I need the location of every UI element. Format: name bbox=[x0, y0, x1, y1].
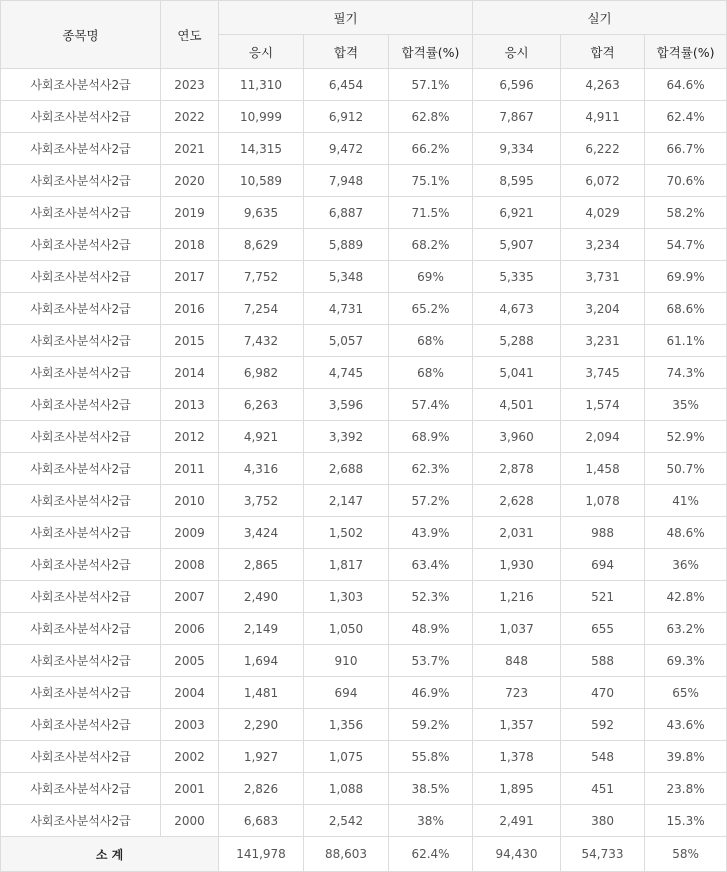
cell-practical-pass-rate: 43.6% bbox=[645, 709, 727, 741]
cell-year: 2007 bbox=[161, 581, 219, 613]
cell-practical-passed: 3,731 bbox=[561, 261, 645, 293]
cell-item-name: 사회조사분석사2급 bbox=[1, 677, 161, 709]
cell-practical-applicants: 1,037 bbox=[473, 613, 561, 645]
cell-written-applicants: 1,694 bbox=[219, 645, 304, 677]
table-row bbox=[1, 69, 727, 101]
col-header-practical-applicants: 응시 bbox=[473, 35, 561, 69]
cell-written-applicants: 4,316 bbox=[219, 453, 304, 485]
cell-written-applicants: 14,315 bbox=[219, 133, 304, 165]
cell-year: 2002 bbox=[161, 741, 219, 773]
cell-practical-pass-rate: 61.1% bbox=[645, 325, 727, 357]
cell-practical-pass-rate: 41% bbox=[645, 485, 727, 517]
cell-practical-applicants: 7,867 bbox=[473, 101, 561, 133]
cell-practical-pass-rate: 48.6% bbox=[645, 517, 727, 549]
table-row bbox=[1, 741, 727, 773]
table-row bbox=[1, 357, 727, 389]
cell-item-name: 사회조사분석사2급 bbox=[1, 453, 161, 485]
table-row bbox=[1, 549, 727, 581]
total-practical-applicants: 94,430 bbox=[473, 837, 561, 872]
cell-written-applicants: 6,683 bbox=[219, 805, 304, 837]
table-row bbox=[1, 517, 727, 549]
cell-written-pass-rate: 69% bbox=[389, 261, 473, 293]
cell-written-applicants: 7,752 bbox=[219, 261, 304, 293]
cell-written-pass-rate: 62.3% bbox=[389, 453, 473, 485]
cell-year: 2022 bbox=[161, 101, 219, 133]
cell-practical-applicants: 2,878 bbox=[473, 453, 561, 485]
cell-written-passed: 1,303 bbox=[304, 581, 389, 613]
cell-written-pass-rate: 71.5% bbox=[389, 197, 473, 229]
cell-written-applicants: 2,490 bbox=[219, 581, 304, 613]
cell-practical-applicants: 6,921 bbox=[473, 197, 561, 229]
cell-written-applicants: 3,752 bbox=[219, 485, 304, 517]
cell-written-applicants: 9,635 bbox=[219, 197, 304, 229]
cell-year: 2004 bbox=[161, 677, 219, 709]
cell-written-pass-rate: 57.1% bbox=[389, 69, 473, 101]
table-row bbox=[1, 485, 727, 517]
cell-written-pass-rate: 53.7% bbox=[389, 645, 473, 677]
cell-practical-pass-rate: 68.6% bbox=[645, 293, 727, 325]
col-header-practical-pass-rate: 합격률(%) bbox=[645, 35, 727, 69]
table-header bbox=[1, 1, 727, 69]
cell-written-applicants: 8,629 bbox=[219, 229, 304, 261]
table-row bbox=[1, 293, 727, 325]
cell-practical-pass-rate: 23.8% bbox=[645, 773, 727, 805]
cell-written-pass-rate: 57.4% bbox=[389, 389, 473, 421]
table-row bbox=[1, 581, 727, 613]
cell-item-name: 사회조사분석사2급 bbox=[1, 773, 161, 805]
cell-item-name: 사회조사분석사2급 bbox=[1, 325, 161, 357]
cell-practical-passed: 655 bbox=[561, 613, 645, 645]
table-row bbox=[1, 453, 727, 485]
cell-practical-pass-rate: 69.9% bbox=[645, 261, 727, 293]
cell-year: 2013 bbox=[161, 389, 219, 421]
cell-written-pass-rate: 57.2% bbox=[389, 485, 473, 517]
table-row bbox=[1, 389, 727, 421]
cell-written-passed: 2,147 bbox=[304, 485, 389, 517]
cell-year: 2008 bbox=[161, 549, 219, 581]
cell-practical-applicants: 4,501 bbox=[473, 389, 561, 421]
cell-written-passed: 4,745 bbox=[304, 357, 389, 389]
cell-written-pass-rate: 38% bbox=[389, 805, 473, 837]
cell-item-name: 사회조사분석사2급 bbox=[1, 389, 161, 421]
cell-year: 2012 bbox=[161, 421, 219, 453]
cell-written-applicants: 2,865 bbox=[219, 549, 304, 581]
table-row bbox=[1, 101, 727, 133]
cell-practical-applicants: 1,378 bbox=[473, 741, 561, 773]
cell-written-pass-rate: 68.9% bbox=[389, 421, 473, 453]
cell-practical-pass-rate: 64.6% bbox=[645, 69, 727, 101]
cell-item-name: 사회조사분석사2급 bbox=[1, 805, 161, 837]
cell-year: 2010 bbox=[161, 485, 219, 517]
cell-item-name: 사회조사분석사2급 bbox=[1, 485, 161, 517]
cell-item-name: 사회조사분석사2급 bbox=[1, 101, 161, 133]
cell-item-name: 사회조사분석사2급 bbox=[1, 293, 161, 325]
table-row bbox=[1, 773, 727, 805]
cell-written-passed: 6,887 bbox=[304, 197, 389, 229]
cell-written-passed: 1,050 bbox=[304, 613, 389, 645]
cell-written-applicants: 2,149 bbox=[219, 613, 304, 645]
cell-written-applicants: 2,290 bbox=[219, 709, 304, 741]
cell-practical-pass-rate: 62.4% bbox=[645, 101, 727, 133]
cell-written-passed: 5,348 bbox=[304, 261, 389, 293]
cell-practical-applicants: 723 bbox=[473, 677, 561, 709]
cell-item-name: 사회조사분석사2급 bbox=[1, 357, 161, 389]
cell-written-pass-rate: 65.2% bbox=[389, 293, 473, 325]
cell-year: 2015 bbox=[161, 325, 219, 357]
cell-practical-passed: 2,094 bbox=[561, 421, 645, 453]
cell-year: 2009 bbox=[161, 517, 219, 549]
cell-practical-pass-rate: 15.3% bbox=[645, 805, 727, 837]
total-practical-pass-rate: 58% bbox=[645, 837, 727, 872]
cell-year: 2005 bbox=[161, 645, 219, 677]
cell-practical-pass-rate: 65% bbox=[645, 677, 727, 709]
cell-practical-applicants: 1,930 bbox=[473, 549, 561, 581]
cell-practical-pass-rate: 70.6% bbox=[645, 165, 727, 197]
cell-written-applicants: 3,424 bbox=[219, 517, 304, 549]
cell-practical-passed: 694 bbox=[561, 549, 645, 581]
cell-written-pass-rate: 59.2% bbox=[389, 709, 473, 741]
cell-written-pass-rate: 68% bbox=[389, 325, 473, 357]
cell-year: 2018 bbox=[161, 229, 219, 261]
cell-practical-passed: 3,745 bbox=[561, 357, 645, 389]
cell-practical-applicants: 6,596 bbox=[473, 69, 561, 101]
cell-item-name: 사회조사분석사2급 bbox=[1, 581, 161, 613]
cell-practical-pass-rate: 52.9% bbox=[645, 421, 727, 453]
cell-practical-pass-rate: 35% bbox=[645, 389, 727, 421]
cell-practical-passed: 380 bbox=[561, 805, 645, 837]
cell-practical-applicants: 3,960 bbox=[473, 421, 561, 453]
cell-written-pass-rate: 38.5% bbox=[389, 773, 473, 805]
cell-written-passed: 2,542 bbox=[304, 805, 389, 837]
cell-practical-passed: 451 bbox=[561, 773, 645, 805]
cell-written-passed: 1,088 bbox=[304, 773, 389, 805]
cell-year: 2014 bbox=[161, 357, 219, 389]
cell-item-name: 사회조사분석사2급 bbox=[1, 549, 161, 581]
total-written-applicants: 141,978 bbox=[219, 837, 304, 872]
cell-practical-passed: 988 bbox=[561, 517, 645, 549]
cell-practical-pass-rate: 69.3% bbox=[645, 645, 727, 677]
cell-item-name: 사회조사분석사2급 bbox=[1, 133, 161, 165]
table-footer bbox=[1, 837, 727, 872]
cell-written-passed: 3,392 bbox=[304, 421, 389, 453]
col-header-item-name: 종목명 bbox=[1, 1, 161, 69]
cell-practical-applicants: 5,335 bbox=[473, 261, 561, 293]
cell-practical-passed: 4,029 bbox=[561, 197, 645, 229]
cell-item-name: 사회조사분석사2급 bbox=[1, 645, 161, 677]
cell-year: 2023 bbox=[161, 69, 219, 101]
cell-practical-pass-rate: 54.7% bbox=[645, 229, 727, 261]
cell-written-passed: 7,948 bbox=[304, 165, 389, 197]
cell-item-name: 사회조사분석사2급 bbox=[1, 741, 161, 773]
table-row bbox=[1, 645, 727, 677]
cell-practical-applicants: 2,628 bbox=[473, 485, 561, 517]
cell-year: 2017 bbox=[161, 261, 219, 293]
table-row bbox=[1, 613, 727, 645]
table-row bbox=[1, 197, 727, 229]
cell-written-pass-rate: 48.9% bbox=[389, 613, 473, 645]
cell-year: 2003 bbox=[161, 709, 219, 741]
cell-practical-passed: 4,263 bbox=[561, 69, 645, 101]
total-label: 소 계 bbox=[1, 837, 219, 872]
cell-practical-applicants: 1,895 bbox=[473, 773, 561, 805]
cell-item-name: 사회조사분석사2급 bbox=[1, 517, 161, 549]
cell-written-passed: 1,356 bbox=[304, 709, 389, 741]
total-written-pass-rate: 62.4% bbox=[389, 837, 473, 872]
cell-practical-pass-rate: 39.8% bbox=[645, 741, 727, 773]
cell-written-applicants: 7,432 bbox=[219, 325, 304, 357]
cell-practical-passed: 588 bbox=[561, 645, 645, 677]
cell-practical-pass-rate: 66.7% bbox=[645, 133, 727, 165]
cell-practical-passed: 548 bbox=[561, 741, 645, 773]
cell-written-pass-rate: 52.3% bbox=[389, 581, 473, 613]
cell-year: 2016 bbox=[161, 293, 219, 325]
table-row bbox=[1, 133, 727, 165]
table-row bbox=[1, 325, 727, 357]
cell-practical-passed: 470 bbox=[561, 677, 645, 709]
cell-item-name: 사회조사분석사2급 bbox=[1, 709, 161, 741]
cell-written-passed: 1,502 bbox=[304, 517, 389, 549]
cell-written-pass-rate: 43.9% bbox=[389, 517, 473, 549]
table-row bbox=[1, 229, 727, 261]
cell-year: 2006 bbox=[161, 613, 219, 645]
cell-written-passed: 1,075 bbox=[304, 741, 389, 773]
cell-practical-passed: 6,222 bbox=[561, 133, 645, 165]
cell-practical-passed: 3,234 bbox=[561, 229, 645, 261]
cell-written-applicants: 1,481 bbox=[219, 677, 304, 709]
cell-practical-pass-rate: 74.3% bbox=[645, 357, 727, 389]
cell-practical-passed: 1,574 bbox=[561, 389, 645, 421]
cell-written-pass-rate: 55.8% bbox=[389, 741, 473, 773]
cell-written-pass-rate: 62.8% bbox=[389, 101, 473, 133]
cell-practical-passed: 4,911 bbox=[561, 101, 645, 133]
table-row bbox=[1, 805, 727, 837]
cell-written-applicants: 7,254 bbox=[219, 293, 304, 325]
cell-written-passed: 5,889 bbox=[304, 229, 389, 261]
cell-written-pass-rate: 68.2% bbox=[389, 229, 473, 261]
cell-practical-applicants: 5,041 bbox=[473, 357, 561, 389]
cell-practical-applicants: 4,673 bbox=[473, 293, 561, 325]
cell-practical-applicants: 1,357 bbox=[473, 709, 561, 741]
cell-item-name: 사회조사분석사2급 bbox=[1, 165, 161, 197]
cell-practical-applicants: 9,334 bbox=[473, 133, 561, 165]
cell-written-passed: 910 bbox=[304, 645, 389, 677]
cell-written-pass-rate: 63.4% bbox=[389, 549, 473, 581]
table-row bbox=[1, 677, 727, 709]
cell-item-name: 사회조사분석사2급 bbox=[1, 613, 161, 645]
cell-practical-pass-rate: 42.8% bbox=[645, 581, 727, 613]
cell-item-name: 사회조사분석사2급 bbox=[1, 421, 161, 453]
total-row bbox=[1, 837, 727, 872]
table-row bbox=[1, 165, 727, 197]
total-written-passed: 88,603 bbox=[304, 837, 389, 872]
col-header-practical-passed: 합격 bbox=[561, 35, 645, 69]
cell-written-applicants: 4,921 bbox=[219, 421, 304, 453]
table-row bbox=[1, 261, 727, 293]
cell-practical-passed: 6,072 bbox=[561, 165, 645, 197]
cell-practical-passed: 3,204 bbox=[561, 293, 645, 325]
cell-written-passed: 9,472 bbox=[304, 133, 389, 165]
cell-practical-passed: 521 bbox=[561, 581, 645, 613]
col-header-written-pass-rate: 합격률(%) bbox=[389, 35, 473, 69]
cell-written-pass-rate: 75.1% bbox=[389, 165, 473, 197]
col-header-year: 연도 bbox=[161, 1, 219, 69]
group-header-practical: 실기 bbox=[473, 1, 727, 35]
cell-practical-passed: 3,231 bbox=[561, 325, 645, 357]
cell-written-applicants: 1,927 bbox=[219, 741, 304, 773]
cell-practical-passed: 1,458 bbox=[561, 453, 645, 485]
cell-written-passed: 6,912 bbox=[304, 101, 389, 133]
cell-written-applicants: 6,263 bbox=[219, 389, 304, 421]
group-header-written: 필기 bbox=[219, 1, 473, 35]
col-header-written-applicants: 응시 bbox=[219, 35, 304, 69]
cell-written-pass-rate: 68% bbox=[389, 357, 473, 389]
cell-practical-pass-rate: 50.7% bbox=[645, 453, 727, 485]
cell-written-pass-rate: 46.9% bbox=[389, 677, 473, 709]
cell-written-passed: 4,731 bbox=[304, 293, 389, 325]
total-practical-passed: 54,733 bbox=[561, 837, 645, 872]
header-row-groups bbox=[1, 1, 727, 35]
cell-practical-applicants: 2,491 bbox=[473, 805, 561, 837]
cell-written-passed: 5,057 bbox=[304, 325, 389, 357]
cell-year: 2000 bbox=[161, 805, 219, 837]
table-row bbox=[1, 421, 727, 453]
cell-item-name: 사회조사분석사2급 bbox=[1, 229, 161, 261]
cell-written-applicants: 10,999 bbox=[219, 101, 304, 133]
cell-written-passed: 2,688 bbox=[304, 453, 389, 485]
table-row bbox=[1, 709, 727, 741]
cell-practical-pass-rate: 36% bbox=[645, 549, 727, 581]
cell-practical-applicants: 5,907 bbox=[473, 229, 561, 261]
cell-written-applicants: 6,982 bbox=[219, 357, 304, 389]
cell-written-applicants: 11,310 bbox=[219, 69, 304, 101]
cell-written-passed: 3,596 bbox=[304, 389, 389, 421]
cell-practical-passed: 1,078 bbox=[561, 485, 645, 517]
cell-written-passed: 694 bbox=[304, 677, 389, 709]
cell-year: 2001 bbox=[161, 773, 219, 805]
table-body bbox=[1, 69, 727, 837]
cell-practical-applicants: 1,216 bbox=[473, 581, 561, 613]
cell-practical-passed: 592 bbox=[561, 709, 645, 741]
cell-practical-applicants: 2,031 bbox=[473, 517, 561, 549]
cell-year: 2021 bbox=[161, 133, 219, 165]
cell-item-name: 사회조사분석사2급 bbox=[1, 261, 161, 293]
cell-practical-applicants: 848 bbox=[473, 645, 561, 677]
cell-practical-pass-rate: 63.2% bbox=[645, 613, 727, 645]
cell-practical-applicants: 8,595 bbox=[473, 165, 561, 197]
cell-year: 2020 bbox=[161, 165, 219, 197]
cell-practical-applicants: 5,288 bbox=[473, 325, 561, 357]
col-header-written-passed: 합격 bbox=[304, 35, 389, 69]
cell-written-passed: 6,454 bbox=[304, 69, 389, 101]
cell-written-applicants: 10,589 bbox=[219, 165, 304, 197]
cell-year: 2011 bbox=[161, 453, 219, 485]
cell-written-pass-rate: 66.2% bbox=[389, 133, 473, 165]
cell-item-name: 사회조사분석사2급 bbox=[1, 69, 161, 101]
cell-practical-pass-rate: 58.2% bbox=[645, 197, 727, 229]
cell-item-name: 사회조사분석사2급 bbox=[1, 197, 161, 229]
cell-written-passed: 1,817 bbox=[304, 549, 389, 581]
cell-written-applicants: 2,826 bbox=[219, 773, 304, 805]
cell-year: 2019 bbox=[161, 197, 219, 229]
